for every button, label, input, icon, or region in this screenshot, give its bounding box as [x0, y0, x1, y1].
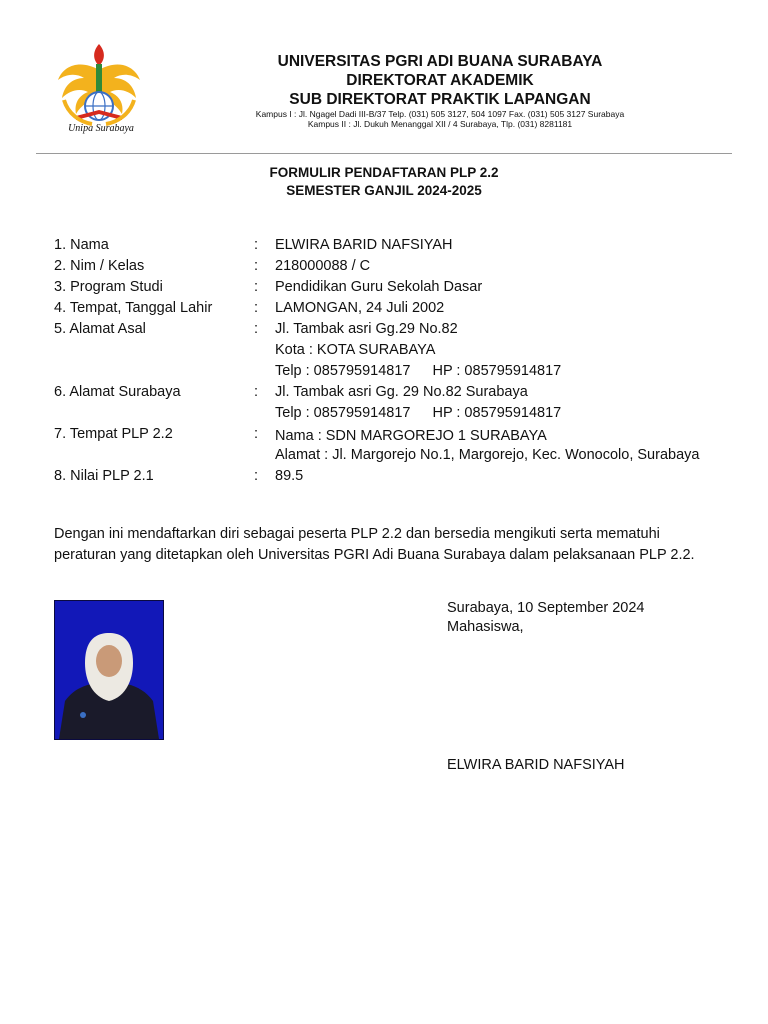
field-label: 3. Program Studi — [54, 279, 163, 295]
form-title — [0, 164, 768, 200]
field-value: 218000088 / C — [275, 258, 371, 274]
field-colon: : — [254, 321, 259, 337]
field-colon: : — [254, 300, 259, 316]
field-colon: : — [254, 258, 259, 274]
school-address: Alamat : Jl. Margorejo No.1, Margorejo, Kec. Wonocolo, Surabaya — [275, 447, 700, 463]
field-nim-kelas — [54, 256, 734, 277]
city-line: Kota : KOTA SURABAYA — [275, 342, 436, 358]
hp-value: HP : 085795914817 — [432, 363, 562, 379]
declaration-text: Dengan ini mendaftarkan diri sebagai peserta PLP 2.2 dan bersedia mengikuti serta mematuhi peraturan yang ditetapkan oleh Universitas PGRI Adi Buana Surabaya dalam pelaksanaan PLP 2.2. — [54, 526, 695, 563]
field-label: 6. Alamat Surabaya — [54, 384, 181, 400]
address-line: Jl. Tambak asri Gg. 29 No.82 Surabaya — [275, 384, 528, 400]
field-value: LAMONGAN, 24 Juli 2002 — [275, 300, 445, 316]
field-alamat-surabaya — [54, 382, 734, 424]
field-value: 89.5 — [275, 468, 304, 484]
campus-2-address: Kampus II : Jl. Dukuh Menanggal XII / 4 Surabaya, Tlp. (031) 8281181 — [307, 119, 573, 129]
letterhead — [160, 52, 720, 129]
field-alamat-asal — [54, 319, 734, 382]
field-label: 2. Nim / Kelas — [54, 258, 145, 274]
field-colon: : — [254, 237, 259, 253]
subdirectorate-name: SUB DIREKTORAT PRAKTIK LAPANGAN — [289, 91, 591, 108]
logo-caption: Unipa Surabaya — [68, 123, 134, 134]
field-label: 5. Alamat Asal — [54, 321, 146, 337]
phone-line — [275, 403, 734, 424]
school-name: Nama : SDN MARGOREJO 1 SURABAYA — [275, 428, 547, 444]
hp-value: HP : 085795914817 — [432, 405, 562, 421]
field-value: ELWIRA BARID NAFSIYAH — [275, 237, 453, 253]
form-title-line-1: FORMULIR PENDAFTARAN PLP 2.2 — [269, 165, 499, 180]
field-label: 8. Nilai PLP 2.1 — [54, 468, 154, 484]
university-name: UNIVERSITAS PGRI ADI BUANA SURABAYA — [277, 53, 603, 70]
field-value: Pendidikan Guru Sekolah Dasar — [275, 279, 483, 295]
field-nama — [54, 235, 734, 256]
signature-block — [447, 599, 645, 637]
field-label: 7. Tempat PLP 2.2 — [54, 426, 173, 442]
field-program-studi — [54, 277, 734, 298]
field-tempat-tanggal-lahir — [54, 298, 734, 319]
signer-role: Mahasiswa, — [447, 619, 524, 635]
field-tempat-plp — [54, 424, 734, 464]
field-colon: : — [254, 384, 259, 400]
header-divider — [36, 153, 732, 154]
field-label: 4. Tempat, Tanggal Lahir — [54, 300, 213, 316]
field-colon: : — [254, 426, 259, 442]
campus-1-address: Kampus I : Jl. Ngagel Dadi III-B/37 Telp. (031) 505 3127, 504 1097 Fax. (031) 505 3127 Surabaya — [255, 109, 625, 119]
place-date: Surabaya, 10 September 2024 — [447, 600, 645, 616]
directorate-name: DIREKTORAT AKADEMIK — [346, 72, 534, 89]
telp-value: Telp : 085795914817 — [275, 363, 411, 379]
field-label: 1. Nama — [54, 237, 109, 253]
field-nilai-plp — [54, 466, 734, 487]
signer-name: ELWIRA BARID NAFSIYAH — [447, 757, 625, 773]
phone-line — [275, 361, 734, 382]
field-colon: : — [254, 468, 259, 484]
address-line: Jl. Tambak asri Gg.29 No.82 — [275, 321, 458, 337]
field-colon: : — [254, 279, 259, 295]
telp-value: Telp : 085795914817 — [275, 405, 411, 421]
form-title-line-2: SEMESTER GANJIL 2024-2025 — [286, 183, 482, 198]
registration-form — [54, 235, 734, 487]
student-photo — [54, 600, 164, 740]
